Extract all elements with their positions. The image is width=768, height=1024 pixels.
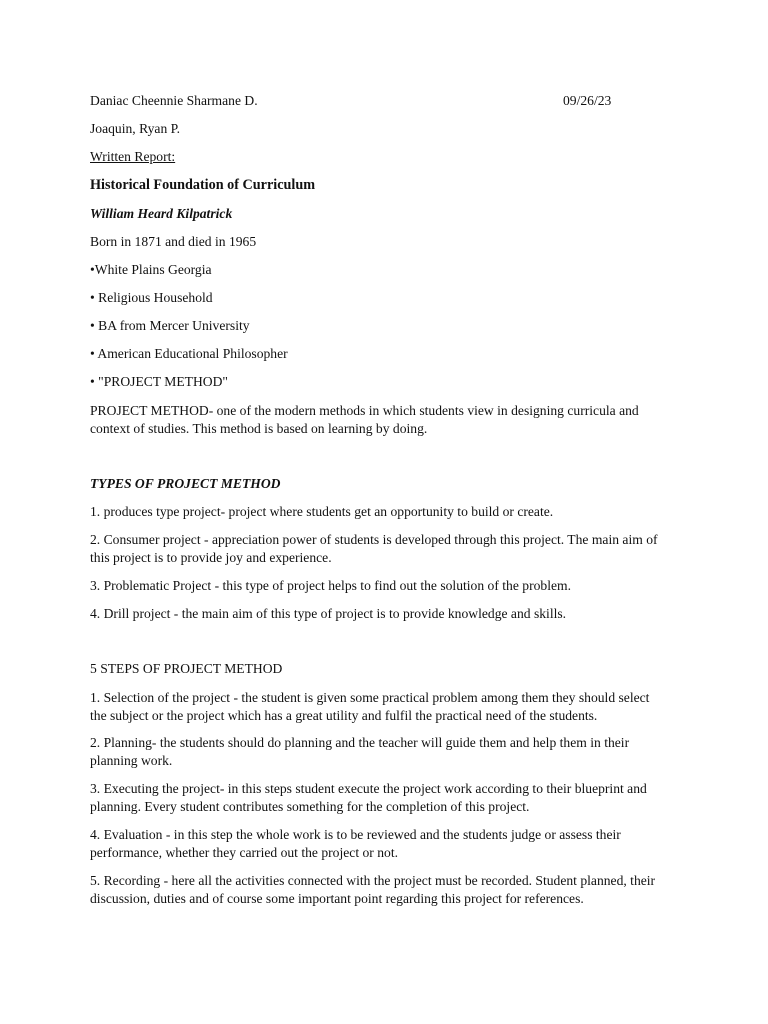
bio-born: Born in 1871 and died in 1965 bbox=[90, 234, 257, 249]
text-line: 2. Planning- the students should do planning and the teacher will guide them and help them in their bbox=[90, 735, 630, 750]
text-line: 1. produces type project- project where students get an opportunity to build or create. bbox=[90, 504, 554, 519]
text-line: planning work. bbox=[90, 752, 173, 768]
author-name-1: Daniac Cheennie Sharmane D. bbox=[90, 93, 258, 108]
bio-item: •White Plains Georgia bbox=[90, 262, 212, 277]
report-label: Written Report: bbox=[90, 149, 176, 164]
text-line: performance, whether they carried out the project or not. bbox=[90, 844, 398, 860]
text-line: planning. Every student contributes something for the completion of this project. bbox=[90, 798, 530, 814]
text-line: this project is to provide joy and experience. bbox=[90, 549, 332, 565]
author-name-2: Joaquin, Ryan P. bbox=[90, 121, 181, 136]
subject-name: William Heard Kilpatrick bbox=[90, 206, 233, 221]
text-line: 5. Recording - here all the activities connected with the project must be recorded. Student planned, their bbox=[90, 873, 656, 888]
bio-item: • Religious Household bbox=[90, 290, 213, 305]
text-line: PROJECT METHOD- one of the modern methods in which students view in designing curricula and bbox=[90, 403, 639, 418]
text-line: discussion, duties and of course some important point regarding this project for references. bbox=[90, 890, 584, 906]
text-line: 1. Selection of the project - the student is given some practical problem among them they should select bbox=[90, 690, 650, 705]
text-line: 4. Evaluation - in this step the whole work is to be reviewed and the students judge or assess their bbox=[90, 827, 621, 842]
report-date: 09/26/23 bbox=[563, 93, 612, 108]
document-title: Historical Foundation of Curriculum bbox=[90, 177, 316, 193]
bio-item: • "PROJECT METHOD" bbox=[90, 374, 228, 389]
step-item bbox=[90, 826, 690, 861]
type-item bbox=[90, 531, 690, 566]
type-item bbox=[90, 503, 690, 521]
steps-heading: 5 STEPS OF PROJECT METHOD bbox=[90, 661, 283, 676]
bio-item: • BA from Mercer University bbox=[90, 318, 250, 333]
type-item bbox=[90, 577, 690, 595]
step-item bbox=[90, 689, 690, 724]
text-line: 2. Consumer project - appreciation power of students is developed through this project. The main aim of bbox=[90, 532, 658, 547]
text-line: 3. Executing the project- in this steps student execute the project work according to their blueprint and bbox=[90, 781, 647, 796]
text-line: the subject or the project which has a great utility and fulfil the practical need of the students. bbox=[90, 707, 598, 723]
project-method-definition bbox=[90, 402, 690, 437]
text-line: 4. Drill project - the main aim of this type of project is to provide knowledge and skills. bbox=[90, 606, 567, 621]
step-item bbox=[90, 872, 690, 907]
text-line: 3. Problematic Project - this type of project helps to find out the solution of the problem. bbox=[90, 578, 571, 593]
bio-item: • American Educational Philosopher bbox=[90, 346, 288, 361]
type-item bbox=[90, 605, 690, 623]
text-line: context of studies. This method is based on learning by doing. bbox=[90, 420, 428, 436]
step-item bbox=[90, 734, 690, 769]
types-heading: TYPES OF PROJECT METHOD bbox=[90, 476, 281, 491]
step-item bbox=[90, 780, 690, 815]
